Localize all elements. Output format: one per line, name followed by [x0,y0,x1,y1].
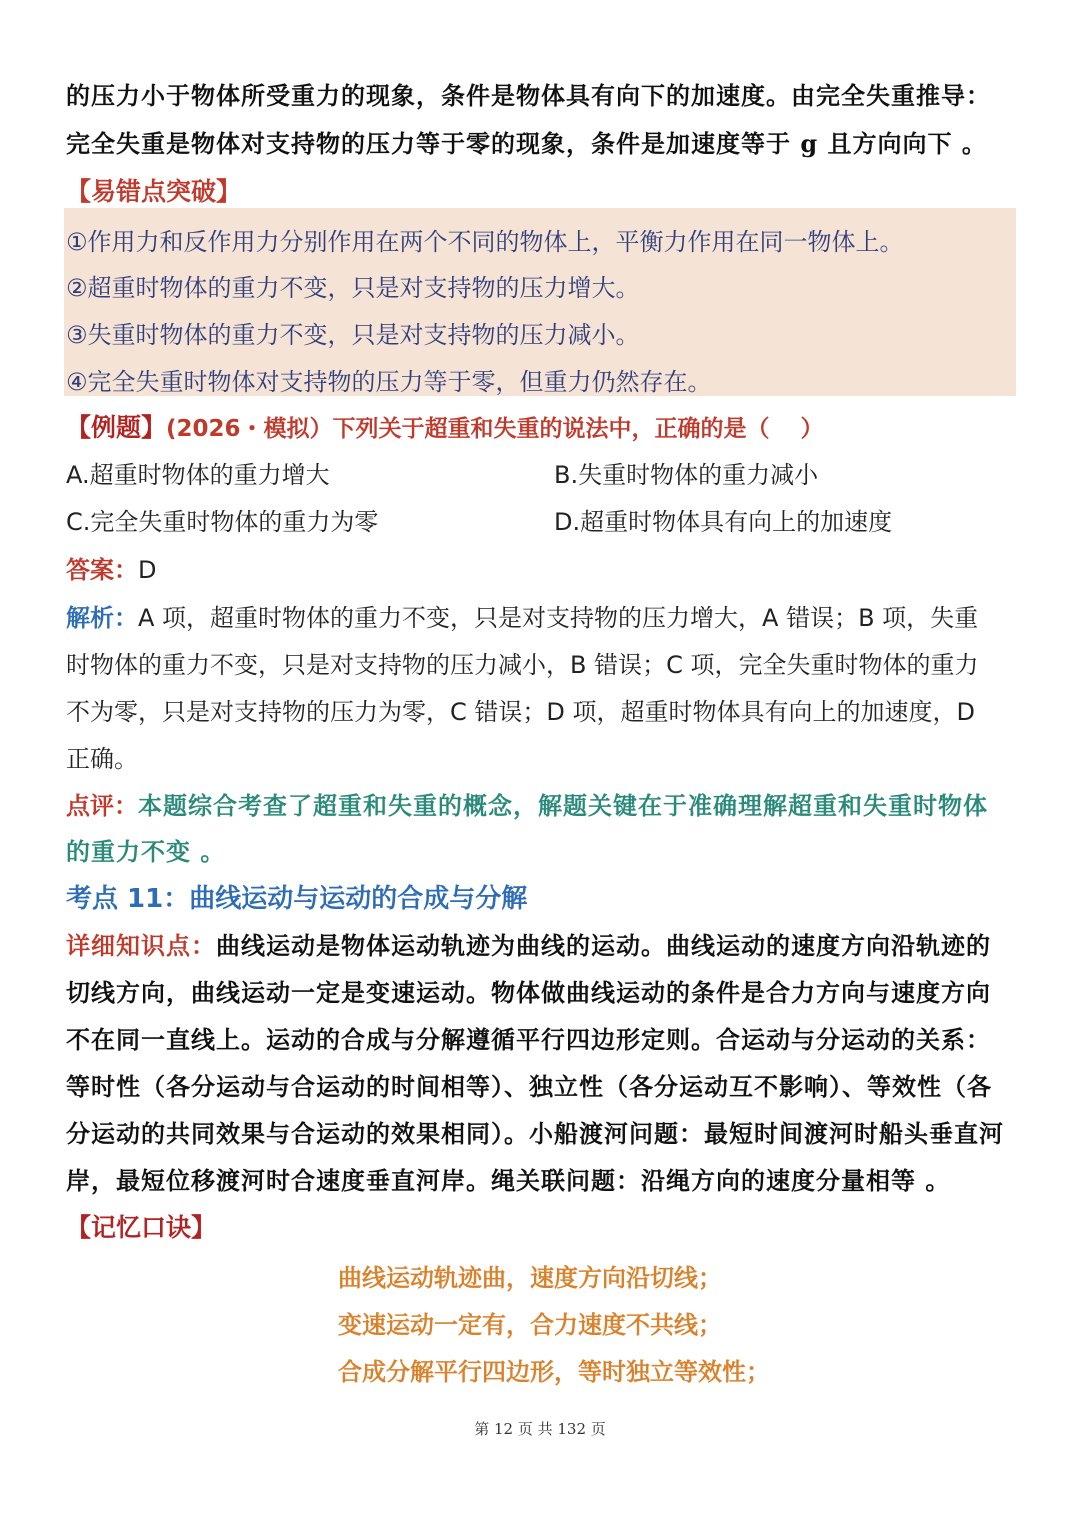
comment-line-2: 的重力不变 。 [66,837,226,866]
mistake-item-3: ③失重时物体的重力不变，只是对支持物的压力减小。 [66,321,640,349]
detail-label: 详细知识点： [66,932,216,960]
mistake-item-2: ②超重时物体的重力不变，只是对支持物的压力增大。 [66,274,640,302]
analysis-line-2: 时物体的重力不变，只是对支持物的压力减小，B 错误；C 项，完全失重时物体的重力 [66,651,979,679]
detail-line-3: 不在同一直线上。运动的合成与分解遵循平行四边形定则。合运动与分运动的关系： [66,1025,991,1054]
detail-line-6: 岸，最短位移渡河时合速度垂直河岸。绳关联问题：沿绳方向的速度分量相等 。 [66,1166,951,1195]
topic-title: 考点 11：曲线运动与运动的合成与分解 [66,884,528,914]
answer-label: 答案： [66,556,138,584]
answer-value: D [138,556,157,584]
detail-text-1: 曲线运动是物体运动轨迹为曲线的运动。曲线运动的速度方向沿轨迹的 [216,931,991,960]
mistakes-heading: 【易错点突破】 [66,177,242,206]
option-d: D.超重时物体具有向上的加速度 [554,508,893,536]
comment-text-1: 本题综合考查了超重和失重的概念，解题关键在于准确理解超重和失重时物体 [138,791,988,820]
detail-line-1 [66,926,1016,961]
analysis-text-1: A 项，超重时物体的重力不变，只是对支持物的压力增大，A 错误；B 项，失重 [138,604,979,632]
comment-label: 点评： [66,792,138,820]
mnemonic-line-2: 变速运动一定有，合力速度不共线； [338,1311,722,1339]
option-b: B.失重时物体的重力减小 [554,461,819,489]
detail-line-2: 切线方向，曲线运动一定是变速运动。物体做曲线运动的条件是合力方向与速度方向 [66,978,991,1007]
analysis-label: 解析： [66,604,138,632]
mistake-item-1: ①作用力和反作用力分别作用在两个不同的物体上，平衡力作用在同一物体上。 [66,228,904,256]
mistake-item-4: ④完全失重时物体对支持物的压力等于零，但重力仍然存在。 [66,368,712,396]
detail-line-4: 等时性（各分运动与合运动的时间相等）、独立性（各分运动互不影响）、等效性（各 [66,1072,992,1101]
option-a: A.超重时物体的重力增大 [66,461,330,489]
intro-line-1: 的压力小于物体所受重力的现象，条件是物体具有向下的加速度。由完全失重推导： [66,81,991,110]
page-footer: 第 12 页 共 132 页 [474,1420,606,1438]
analysis-line-3: 不为零，只是对支持物的压力为零，C 错误；D 项，超重时物体具有向上的加速度，D [66,698,975,726]
detail-line-5: 分运动的共同效果与合运动的效果相同）。小船渡河问题：最短时间渡河时船头垂直河 [66,1119,1004,1148]
mnemonic-heading: 【记忆口诀】 [66,1213,217,1242]
example-source: (2026・模拟）下列关于超重和失重的说法中，正确的是（ ） [166,416,824,442]
example-label: 【例题】 [66,413,167,442]
intro-line-2: 完全失重是物体对支持物的压力等于零的现象，条件是加速度等于 g 且方向向下 。 [66,129,987,158]
mnemonic-line-3: 合成分解平行四边形，等时独立等效性； [338,1358,770,1386]
comment-line-1 [66,786,1016,821]
analysis-line-1 [66,598,1016,633]
answer-line [66,550,1016,585]
option-c: C.完全失重时物体的重力为零 [66,508,379,536]
mnemonic-line-1: 曲线运动轨迹曲，速度方向沿切线； [338,1264,722,1292]
example-question [66,408,1016,444]
analysis-line-4: 正确。 [66,745,138,773]
